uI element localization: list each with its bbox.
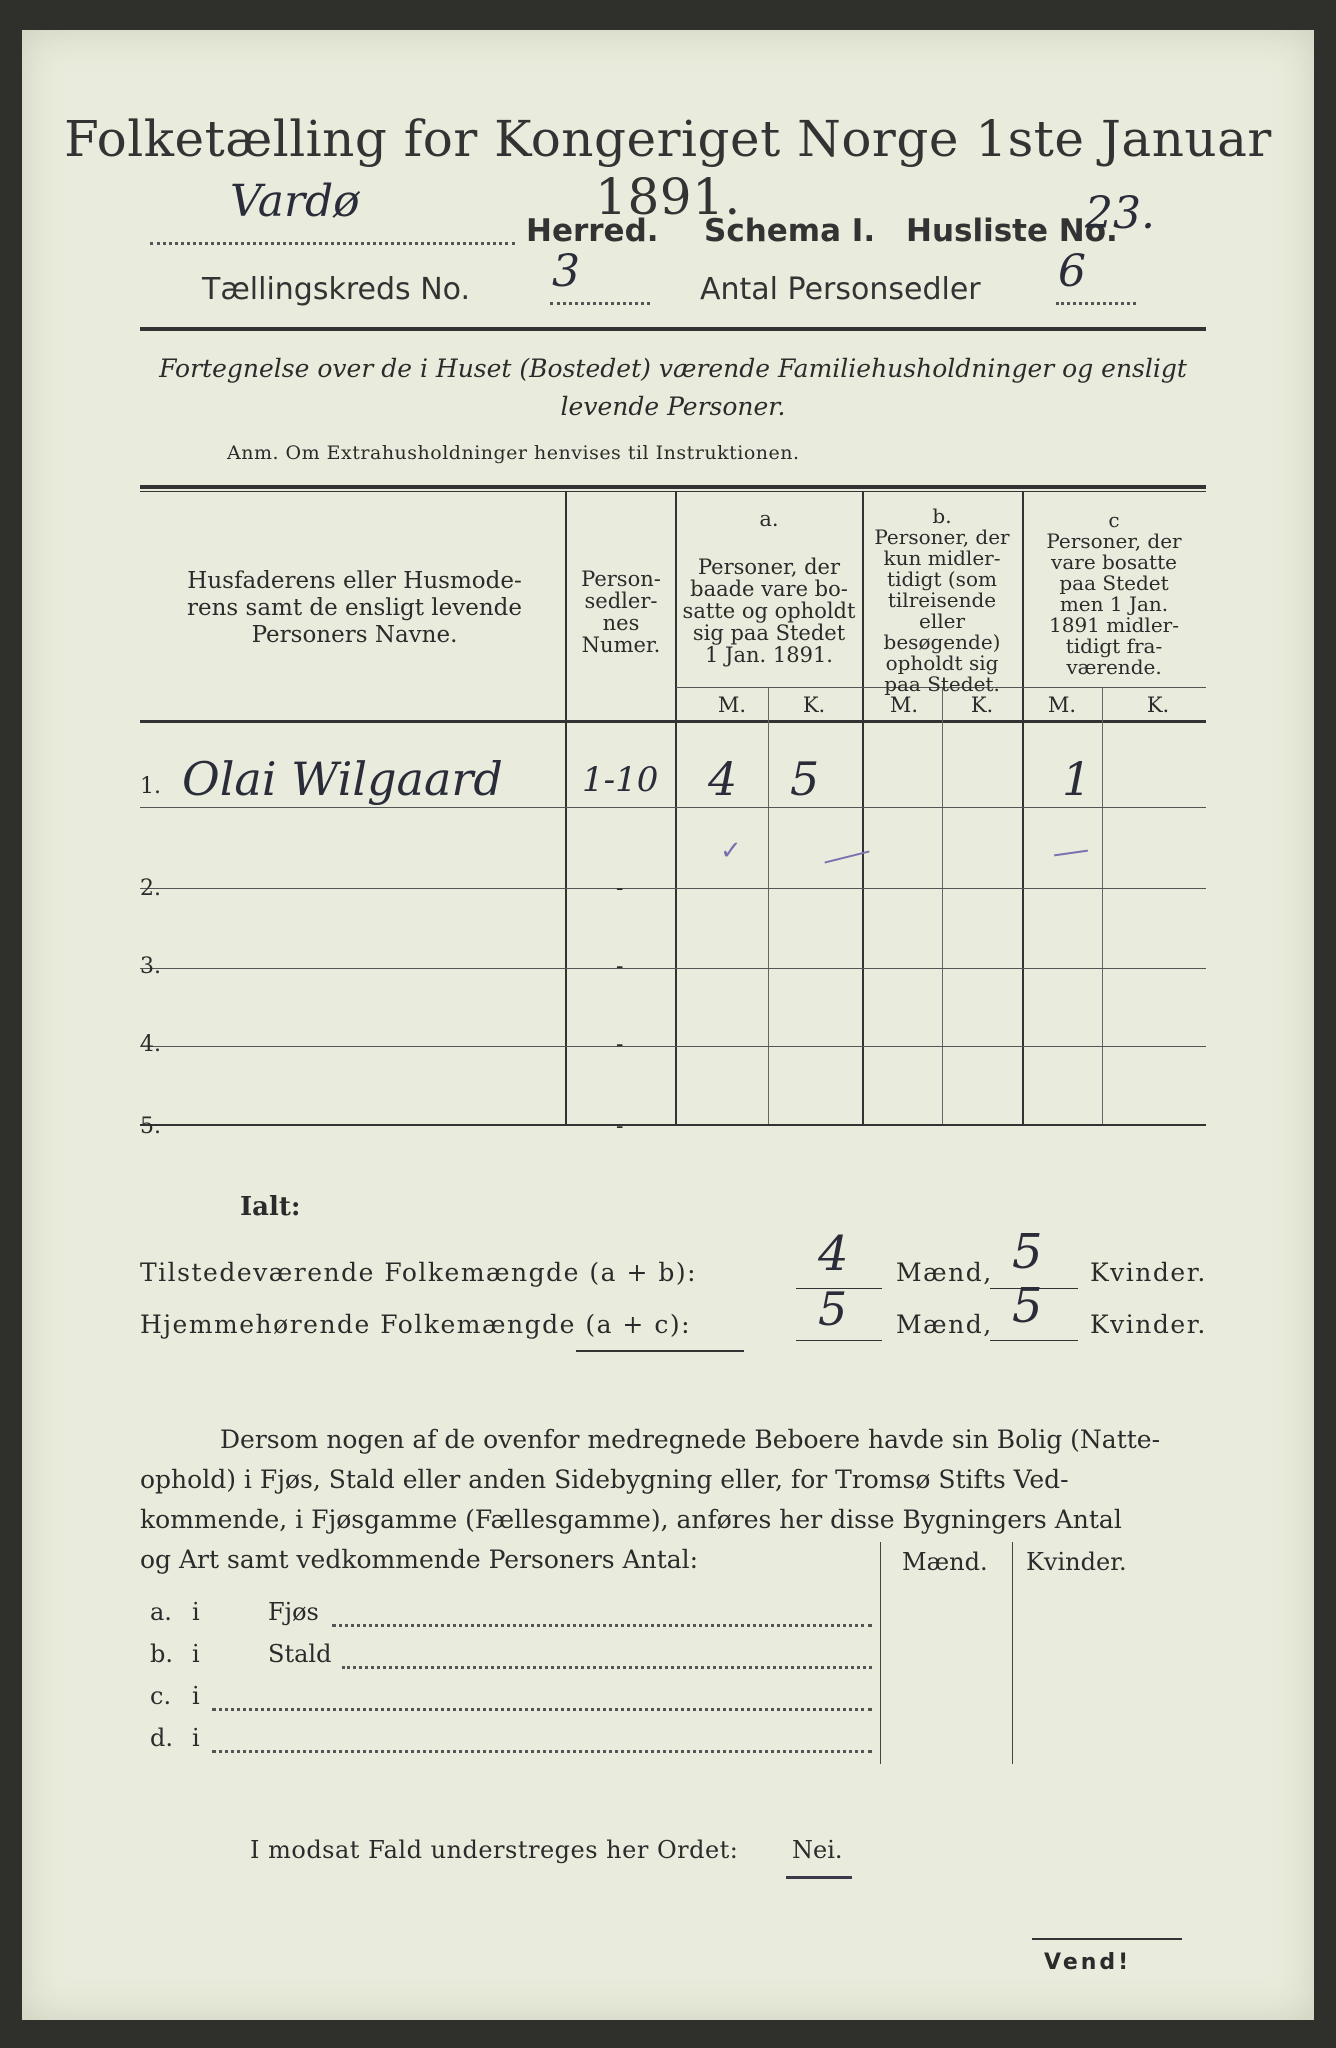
header-c-m: M. (1047, 693, 1077, 717)
table-top-rule-thin (140, 491, 1206, 492)
header-names: Husfaderens eller Husmode- rens samt de ensligt levende Personers Navne. (187, 568, 522, 648)
nei-underline (786, 1876, 852, 1879)
tilstede-k-value: 5 (1012, 1224, 1043, 1280)
hjemme-m-line (796, 1340, 882, 1341)
row-5-numer: - (616, 1114, 624, 1139)
header-col-a: a. Personer, der baade vare bo- satte og opholdt sig paa Stedet 1 Jan. 1891. (682, 507, 856, 667)
hjemme-k-value: 5 (1012, 1278, 1043, 1334)
building-row-a-label: Fjøs (268, 1598, 319, 1626)
hjemme-m-value: 5 (818, 1282, 848, 1336)
section-divider (576, 1350, 744, 1352)
building-divider-2 (1012, 1542, 1013, 1764)
husliste-label: Husliste No. (906, 213, 1118, 249)
check-mark: ✓ (720, 836, 742, 866)
building-row-d-i: i (192, 1724, 200, 1752)
tilstede-m-value: 4 (818, 1226, 849, 1282)
row-1-number: 1. (140, 774, 161, 799)
kreds-label: Tællingskreds No. (202, 272, 470, 307)
row-1-a-k: 5 (790, 752, 820, 806)
header-c-k: K. (1146, 693, 1170, 717)
husliste-value: 23. (1085, 188, 1155, 239)
header-numer: Person- sedler- nes Numer. (581, 567, 661, 657)
header-col-c: c Personer, der vare bosatte paa Stedet men 1 Jan. 1891 midler- tidigt fra- værende. (1046, 508, 1182, 679)
building-row-c-dots (212, 1694, 872, 1711)
row-4-numer: - (616, 1032, 624, 1057)
building-divider-1 (880, 1542, 881, 1764)
herred-value: Vardø (230, 176, 360, 227)
row-1-a-m: 4 (708, 752, 738, 806)
tick-stroke (1054, 850, 1088, 857)
building-row-b-dots (342, 1652, 872, 1669)
hjemme-maend: Mænd, (896, 1310, 993, 1339)
row-1-numer: 1-10 (582, 760, 659, 800)
ialt-label: Ialt: (240, 1192, 301, 1222)
building-row-a-dots (332, 1610, 872, 1627)
personsedler-label: Antal Personsedler (700, 272, 981, 307)
header-rule (140, 327, 1206, 331)
building-row-b-i: i (192, 1640, 200, 1668)
kreds-value: 3 (552, 246, 580, 297)
row-2-numer: - (616, 876, 624, 901)
tilstede-maend: Mænd, (896, 1258, 993, 1287)
row-1-name: Olai Wilgaard (182, 752, 503, 806)
form-title: Folketælling for Kongeriget Norge 1ste Januar 1891. (64, 110, 1272, 226)
building-col-kvinder: Kvinder. (1026, 1548, 1127, 1576)
row-3-number: 3. (140, 954, 161, 979)
modsat-text: I modsat Fald understreges her Ordet: (250, 1836, 739, 1864)
vend-rule (1032, 1938, 1182, 1940)
col-divider-1 (565, 492, 567, 1124)
nei-word: Nei. (792, 1836, 843, 1864)
building-col-maend: Mænd. (902, 1548, 988, 1576)
row-5-number: 5. (140, 1114, 161, 1139)
row-1-c-m: 1 (1062, 752, 1092, 806)
building-row-a-letter: a. (150, 1598, 172, 1626)
col-divider-2 (675, 492, 677, 1124)
row-4-number: 4. (140, 1032, 161, 1057)
tilstede-label: Tilstedeværende Folkemængde (a + b): (140, 1258, 698, 1287)
census-form-page (22, 30, 1314, 2020)
building-paragraph: Dersom nogen af de ovenfor medregnede Beboere havde sin Bolig (Natte- ophold) i Fjøs, Stald eller anden Sidebygning eller, for Tromsø Stifts Ved- kommende, i Fjøsgamme (Fællesgamme), anføres her disse Bygningers Antal og Art samt vedkommende Personers Antal: (140, 1425, 1161, 1574)
personsedler-value: 6 (1058, 246, 1086, 297)
row-2-rule (140, 888, 1206, 889)
anm-note: Anm. Om Extrahusholdninger henvises til Instruktionen. (227, 442, 800, 464)
hjemme-kvinder: Kvinder. (1090, 1310, 1207, 1339)
header-b-m: M. (889, 693, 919, 717)
building-row-a-i: i (192, 1598, 200, 1626)
col-divider-a-mk (768, 688, 769, 1124)
schema-label: Schema I. (704, 213, 876, 249)
col-divider-b-mk (942, 688, 943, 1124)
row-1-rule (140, 807, 1206, 808)
hjemme-k-line (990, 1340, 1078, 1341)
header-a-k: K. (802, 693, 826, 717)
row-4-rule (140, 1046, 1206, 1047)
row-3-rule (140, 968, 1206, 969)
building-row-d-letter: d. (150, 1724, 173, 1752)
intro-line-2: levende Personer. (560, 392, 786, 421)
building-row-d-dots (212, 1736, 872, 1753)
table-top-rule (140, 485, 1206, 489)
building-row-c-letter: c. (150, 1682, 172, 1710)
vend-label: Vend! (1044, 1950, 1132, 1975)
row-2-number: 2. (140, 876, 161, 901)
building-row-c-i: i (192, 1682, 200, 1710)
header-b-k: K. (970, 693, 994, 717)
tilstede-kvinder: Kvinder. (1090, 1258, 1207, 1287)
header-a-m: M. (717, 693, 747, 717)
herred-label: Herred. (526, 213, 659, 249)
intro-line-1: Fortegnelse over de i Huset (Bostedet) værende Familiehusholdninger og ensligt (159, 354, 1187, 383)
table-header-rule (140, 720, 1206, 723)
col-divider-c-mk (1102, 688, 1103, 1124)
hjemme-label: Hjemmehørende Folkemængde (a + c): (140, 1310, 691, 1339)
building-row-b-label: Stald (268, 1640, 332, 1668)
row-3-numer: - (616, 954, 624, 979)
building-row-b-letter: b. (150, 1640, 173, 1668)
table-bottom-rule (140, 1124, 1206, 1126)
header-col-b: b. Personer, der kun midler- tidigt (som tilreisende eller besøgende) opholdt sig paa Stedet. (874, 504, 1010, 696)
